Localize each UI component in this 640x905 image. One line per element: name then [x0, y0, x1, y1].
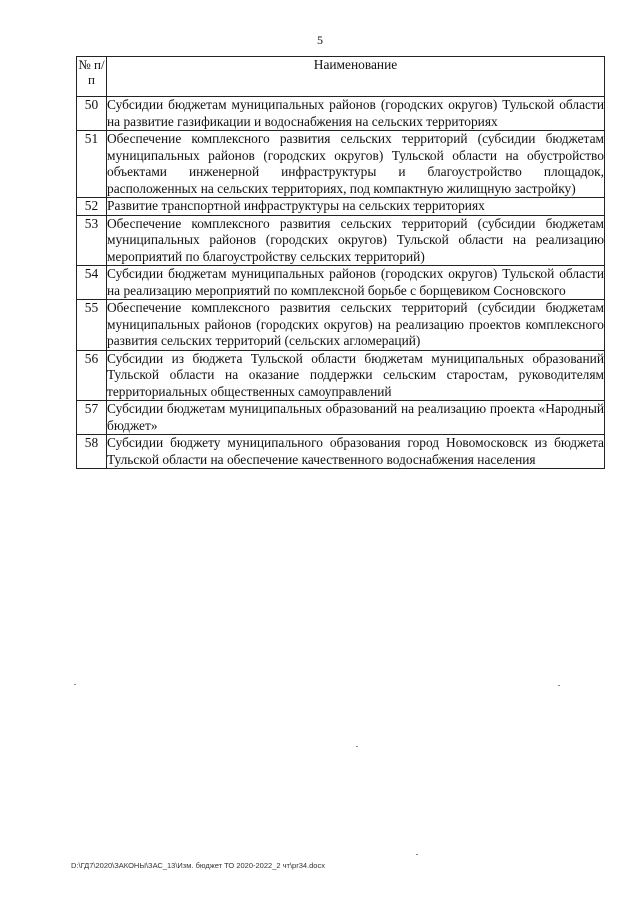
table-row: [77, 97, 605, 131]
row-name: Субсидии бюджетам муниципальных районов (городских округов) Тульской области на развитие газификации и водоснабжения на сельских территориях: [107, 97, 604, 129]
table-row: [77, 198, 605, 216]
header-name: Наименование: [107, 57, 605, 97]
row-name: Обеспечение комплексного развития сельских территорий (субсидии бюджетам муниципальных районов (городских округов) на реализацию проектов комплексного развития сельских территорий (сельских агломераций): [107, 300, 604, 348]
row-name: Субсидии бюджетам муниципальных образований на реализацию проекта «Народный бюджет»: [107, 401, 604, 433]
row-number: 55: [77, 300, 107, 351]
row-number: 56: [77, 350, 107, 401]
row-name: Субсидии бюджету муниципального образования город Новомосковск из бюджета Тульской области на обеспечение качественного водоснабжения населения: [107, 435, 604, 467]
row-number: 54: [77, 266, 107, 300]
row-name: Субсидии из бюджета Тульской области бюджетам муниципальных образований Тульской области на оказание поддержки сельским старостам, руководителям территориальных общественных самоуправлений: [107, 350, 604, 399]
page-number: 5: [317, 33, 323, 47]
header-number: № п/п: [77, 57, 107, 97]
row-number: 58: [77, 435, 107, 469]
row-name: Субсидии бюджетам муниципальных районов (городских округов) Тульской области на реализацию мероприятий по комплексной борьбе с борщевиком Сосновского: [107, 266, 604, 298]
row-number: 53: [77, 215, 107, 266]
row-name: Обеспечение комплексного развития сельских территорий (субсидии бюджетам муниципальных районов (городских округов) Тульской области на реализацию мероприятий по благоустройству сельских территорий): [107, 215, 604, 264]
table-row: [77, 131, 605, 198]
row-number: 52: [77, 198, 107, 216]
scan-speck: [356, 746, 358, 747]
row-name: Развитие транспортной инфраструктуры на сельских территориях: [107, 198, 605, 216]
table-row: [77, 215, 605, 266]
row-name: Обеспечение комплексного развития сельских территорий (субсидии бюджетам муниципальных районов (городских округов) Тульской области на обустройство объектами инженерной инфраструктуры и благоустройство площадок, расположенных на сельских территориях, под компактную жилищную застройку): [107, 131, 604, 196]
table-row: [77, 350, 605, 401]
budget-items-table: [76, 56, 605, 469]
scan-speck: [74, 684, 76, 685]
table-row: [77, 300, 605, 351]
row-number: 50: [77, 97, 107, 131]
table-row: [77, 401, 605, 435]
row-number: 57: [77, 401, 107, 435]
table-row: [77, 435, 605, 469]
scan-speck: [416, 854, 418, 855]
row-number: 51: [77, 131, 107, 198]
footer-file-path: D:\ГД7\2020\ЗАКОНЫ\ЗАС_13\Изм. бюджет ТО 2020-2022_2 чт\pr34.docx: [71, 861, 325, 870]
table-header-row: [77, 57, 605, 97]
table-row: [77, 266, 605, 300]
scan-speck: [558, 685, 560, 686]
